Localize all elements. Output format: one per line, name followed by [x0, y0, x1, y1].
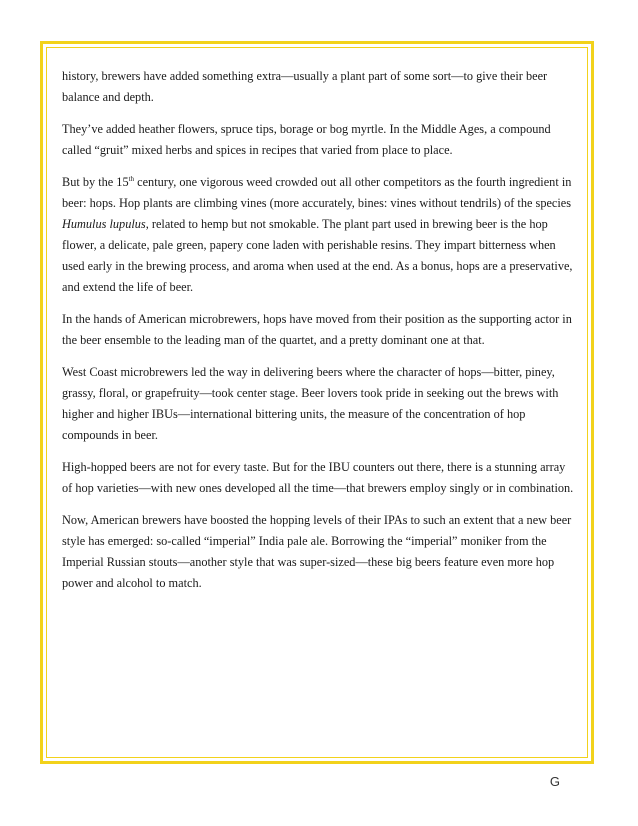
paragraph-5: West Coast microbrewers led the way in delivering beers where the character of hops—bitter, piney, grassy, floral, or grapefruity—took center stage. Beer lovers took pride in seeking out the brews with higher and higher IBUs—international bittering units, the measure of the concentration of hop compounds in beer. — [62, 365, 559, 442]
paragraph-6: High-hopped beers are not for every taste. But for the IBU counters out there, there is a stunning array of hop varieties—with new ones developed all the time—that brewers employ singly or in combination. — [62, 460, 574, 495]
document-body — [62, 66, 574, 605]
paragraph-7: Now, American brewers have boosted the hopping levels of their IPAs to such an extent that a new beer style has emerged: so-called “imperial” India pale ale. Borrowing the “imperial” moniker from the Imperial Russian stouts—another style that was super-sized—these big beers feature even more hop power and alcohol to match. — [62, 513, 572, 590]
paragraph-1: history, brewers have added something extra—usually a plant part of some sort—to give their beer balance and depth. — [62, 69, 548, 104]
paragraph-4: In the hands of American microbrewers, hops have moved from their position as the supporting actor in the beer ensemble to the leading man of the quartet, and a pretty dominant one at that. — [62, 312, 572, 347]
ordinal-superscript: th — [128, 175, 135, 183]
species-name: Humulus lupulus — [62, 217, 146, 231]
paragraph-3-part-b: century, one vigorous weed crowded out all other competitors as the fourth ingredient in beer: hops. Hop plants are climbing vines (more accurately, bines: vines without tendrils) of the species — [62, 175, 572, 210]
paragraph-3-part-a: But by the 15 — [62, 175, 129, 189]
paragraph-3 — [62, 172, 574, 298]
paragraph-3-part-c: , related to hemp but not smokable. The plant part used in brewing beer is the hop flower, a delicate, pale green, papery cone laden with perishable resins. They impart bitterness when used early in the brewing process, and aroma when used at the end. As a bonus, hops are a preservative, and extend the life of beer. — [62, 217, 573, 294]
paragraph-2: They’ve added heather flowers, spruce tips, borage or bog myrtle. In the Middle Ages, a compound called “gruit” mixed herbs and spices in recipes that varied from place to place. — [62, 122, 551, 157]
page-number: G — [549, 774, 560, 789]
